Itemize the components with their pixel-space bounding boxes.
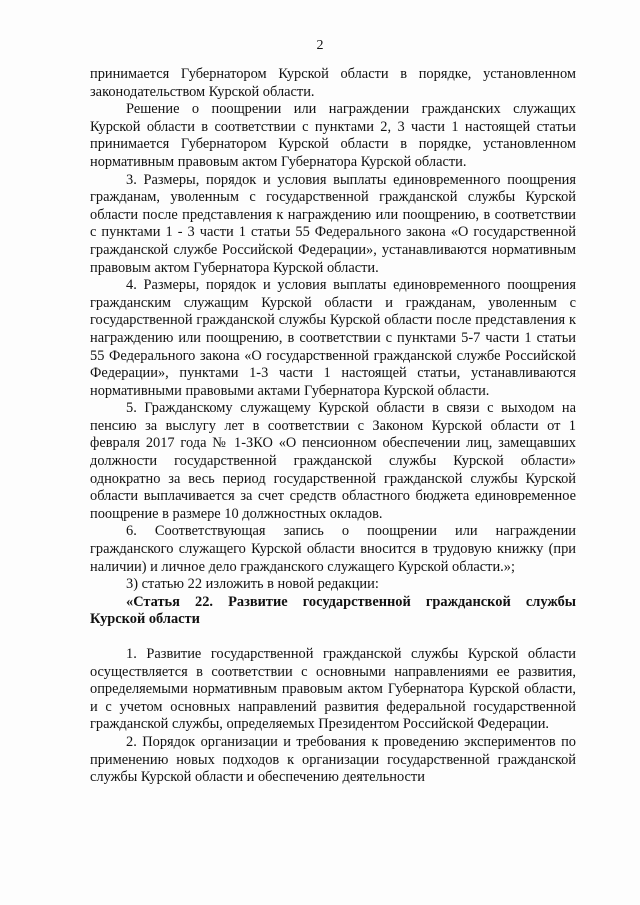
paragraph-item-6: 6. Соответствующая запись о поощрении или награждении гражданского служащего Курской области вносится в трудовую книжку (при наличии) и личное дело гражданского служащего Курской области.»; xyxy=(90,523,576,575)
paragraph-decision-on-awards: Решение о поощрении или награждении гражданских служащих Курской области в соответствии с пунктами 2, 3 части 1 настоящей статьи принимается Губернатором Курской области в порядке, установленном нормативным правовым актом Губернатора Курской области. xyxy=(90,101,576,170)
paragraph-item-5: 5. Гражданскому служащему Курской области в связи с выходом на пенсию за выслугу лет в соответствии с Законом Курской области от 1 февраля 2017 года № 1-ЗКО «О пенсионном обеспечении лиц, замещавших должности государственной гражданской службы Курской области» однократно за весь период государственной гражданской службы Курской области выплачивается за счет средств областного бюджета единовременное поощрение в размере 10 должностных окладов. xyxy=(90,400,576,522)
paragraph-article-22-item-2: 2. Порядок организации и требования к проведению экспериментов по применению новых подходов к организации государственной гражданской службы Курской области и обеспечению деятельности xyxy=(90,733,576,786)
paragraph-continuation: принимается Губернатором Курской области в порядке, установленном законодательством Курской области. xyxy=(90,66,576,100)
paragraph-item-3: 3. Размеры, порядок и условия выплаты единовременного поощрения гражданам, уволенным с государственной гражданской службы Курской области после представления к награждению или поощрению, в соответствии с пунктами 1 - 3 части 1 статьи 55 Федерального закона «О государственной гражданской службе Российской Федерации», устанавливаются нормативным правовым актом Губернатора Курской области. xyxy=(90,171,576,276)
paragraph-article-22-item-1: 1. Развитие государственной гражданской службы Курской области осуществляется в соответствии с основными направлениями ее развития, определяемыми нормативным правовым актом Губернатора Курской области, и с учетом основных направлений развития федеральной государственной гражданской службы, определяемых Президентом Российской Федерации. xyxy=(90,646,576,733)
heading-spacer xyxy=(90,629,576,646)
document-body xyxy=(90,66,576,787)
article-22-heading: «Статья 22. Развитие государственной гражданской службы Курской области xyxy=(90,593,576,628)
paragraph-amendment-article-22: 3) статью 22 изложить в новой редакции: xyxy=(126,576,379,593)
paragraph-item-4: 4. Размеры, порядок и условия выплаты единовременного поощрения гражданским служащим Курской области и гражданам, уволенным с государственной гражданской службы Курской области после представления к награждению или поощрению, в соответствии с пунктами 5-7 части 1 статьи 55 Федерального закона «О государственной гражданской службе Российской Федерации», пунктами 1-3 части 1 настоящей статьи, устанавливаются нормативными правовыми актами Губернатора Курской области. xyxy=(90,277,576,399)
page-number: 2 xyxy=(316,38,324,53)
